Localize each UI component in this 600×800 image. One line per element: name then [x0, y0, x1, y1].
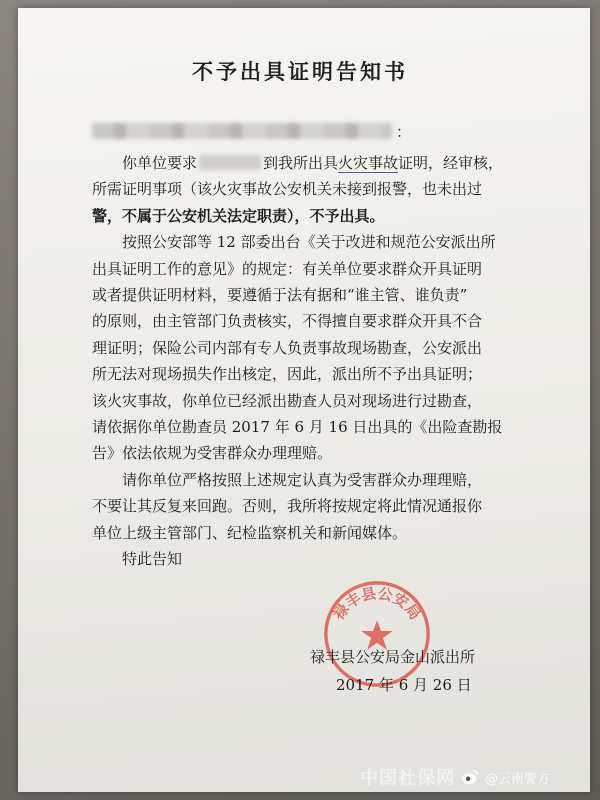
- paragraph-line: [92, 467, 532, 493]
- paragraph-line: [92, 361, 532, 387]
- underlined-term: 火灾事故: [338, 154, 399, 172]
- text-segment: 的原则，由主管部门负责核实，不得擅自要求群众开具不合: [92, 312, 483, 331]
- text-segment: 所需证明事项（该火灾事故公安机关未接到报警，也未出过: [92, 180, 483, 199]
- paragraph-line: [92, 308, 532, 334]
- text-segment: 警，不属于公安机关法定职责），不予出具。: [92, 206, 385, 225]
- text-segment: 该火灾事故，你单位已经派出勘查人员对现场进行过勘查，: [92, 391, 483, 410]
- closing-line: [92, 546, 532, 572]
- text-segment: 按照公安部等 12 部委出台《关于改进和规范公安派出所: [122, 233, 496, 252]
- paragraph-line: [92, 229, 532, 255]
- addressee-colon: ：: [396, 122, 412, 141]
- text-segment: 单位上级主管部门、纪检监察机关和新闻媒体。: [92, 523, 408, 542]
- paragraph-line: [92, 414, 532, 440]
- text-segment: 出具证明工作的意见》的规定：有关单位要求群众开具证明: [92, 259, 483, 278]
- text-segment: 所无法对现场损失作出核定，因此，派出所不予出具证明；: [92, 365, 483, 384]
- paragraph-line: [92, 440, 532, 466]
- document-body: [92, 150, 532, 573]
- document-title: 不予出具证明告知书: [192, 59, 408, 84]
- paragraph-line: [92, 176, 532, 202]
- redacted-addressee: [92, 123, 392, 139]
- text-segment: 不要让其反复来回跑。否则，我所将按规定将此情况通报你: [92, 497, 483, 516]
- text-segment: 到我所出具: [263, 154, 339, 172]
- text-segment: 理证明；保险公司内部有专人负责事故现场勘查，公安派出: [92, 338, 483, 357]
- paragraph-line: [92, 335, 532, 361]
- addressee-line: [92, 122, 422, 140]
- svg-text:禄丰县公安局: 禄丰县公安局: [330, 585, 424, 624]
- text-segment: 你单位要求: [122, 154, 198, 172]
- redacted-name: [199, 155, 261, 170]
- issuer-signature: 禄丰县公安局金山派出所: [310, 648, 476, 666]
- paragraph-line: [92, 150, 532, 176]
- paragraph-line: [92, 282, 532, 308]
- paragraph-line: [92, 256, 532, 282]
- paragraph-line: [92, 203, 532, 229]
- paragraph-line: [92, 520, 532, 546]
- text-segment: 证明，经审核，: [398, 154, 504, 172]
- watermark-site: 中国社保网: [360, 768, 455, 789]
- text-segment: 请依据你单位勘查员 2017 年 6 月 16 日出具的《出险查勘报: [92, 418, 503, 437]
- issue-date: 2017 年 6 月 26 日: [336, 676, 472, 694]
- text-segment: 请你单位严格按照上述规定认真为受害群众办理理赔，: [122, 470, 483, 489]
- weibo-icon: [461, 768, 479, 786]
- text-segment: 特此告知: [122, 550, 183, 569]
- paragraph-line: [92, 388, 532, 414]
- watermark-handle: @云南警方: [485, 771, 551, 787]
- paragraph-line: [92, 493, 532, 519]
- text-segment: 或者提供证明材料，要遵循于法有据和“谁主管、谁负责”: [92, 286, 468, 305]
- text-segment: 告》依法依规为受害群众办理理赔。: [92, 444, 333, 463]
- image-watermark: [360, 760, 596, 794]
